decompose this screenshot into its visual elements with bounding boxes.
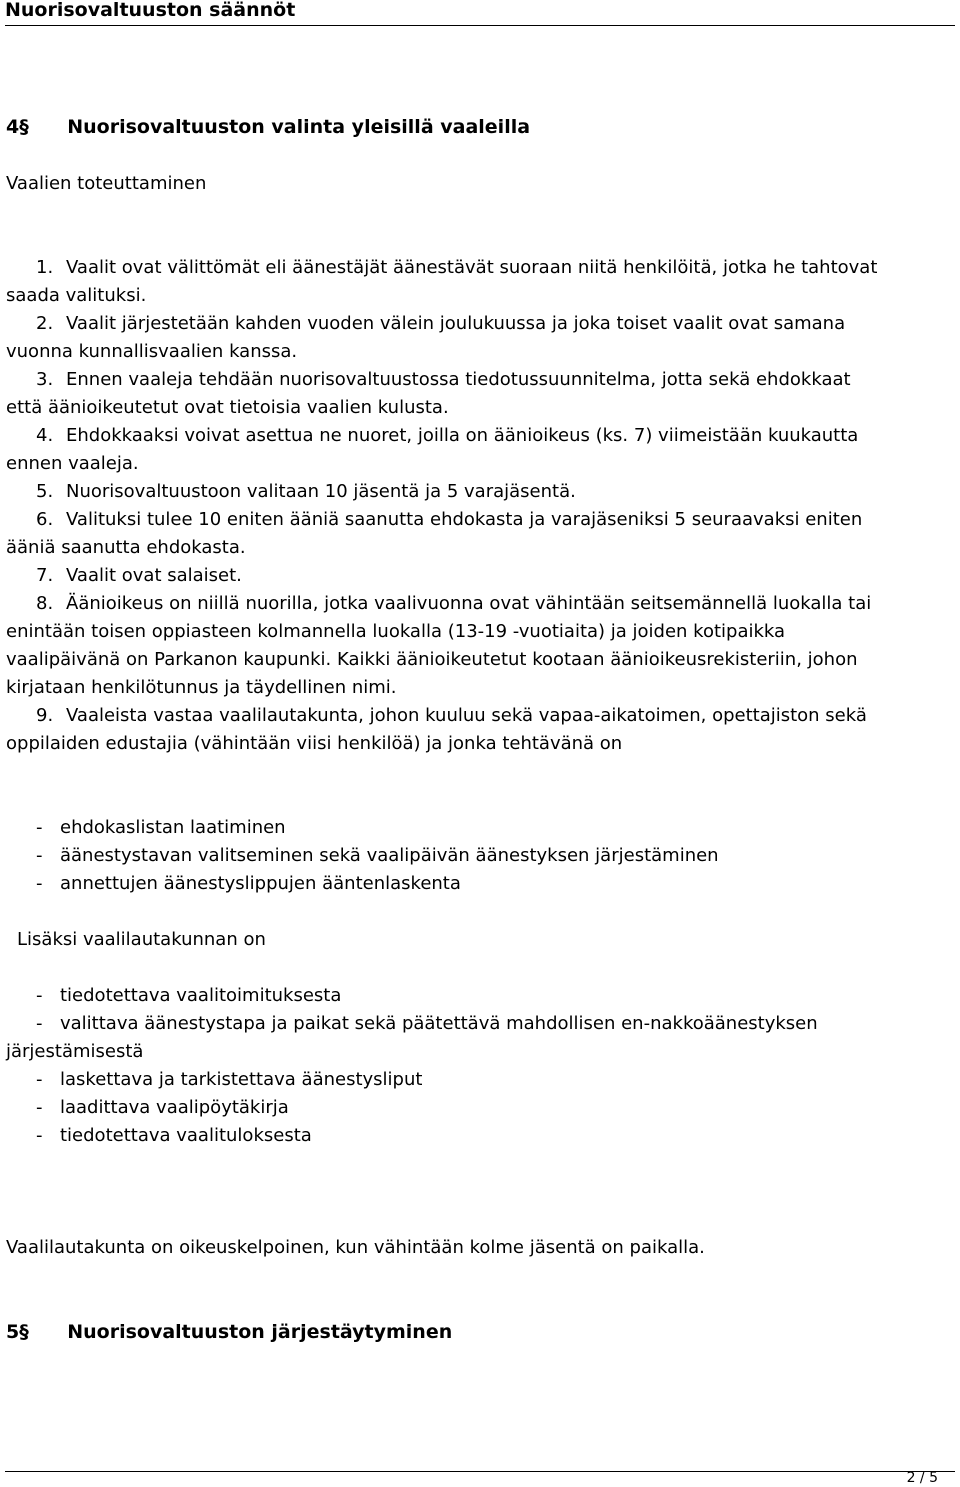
- section-4-heading: [6, 115, 530, 139]
- list-text: Vaaleista vastaa vaalilautakunta, johon kuuluu sekä vapaa-aikatoimen, opettajiston sekä: [66, 705, 867, 726]
- list-number: 3.: [36, 369, 54, 390]
- section-number: 4: [6, 116, 20, 138]
- list-item-6-line-2: ääniä saanutta ehdokasta.: [6, 537, 246, 558]
- task-text: tiedotettava vaalitoimituksesta: [60, 985, 342, 1006]
- list-item-3-line-1: [36, 368, 851, 392]
- dash-bullet: -: [36, 1013, 43, 1034]
- additional-task-2-line-2: järjestämisestä: [6, 1041, 144, 1062]
- additional-task-1: [36, 984, 341, 1008]
- task-text: valittava äänestystapa ja paikat sekä päätettävä mahdollisen en-nakkoäänestyksen: [60, 1013, 818, 1034]
- list-number: 2.: [36, 313, 54, 334]
- document-title: Nuorisovaltuuston säännöt: [5, 0, 296, 21]
- list-number: 4.: [36, 425, 54, 446]
- list-text: Vaalit ovat salaiset.: [66, 565, 242, 586]
- section-title: Nuorisovaltuuston valinta yleisillä vaaleilla: [67, 116, 531, 138]
- list-number: 9.: [36, 705, 54, 726]
- page-header: [0, 0, 960, 26]
- section-sign-glyphs: §: [19, 1321, 29, 1343]
- list-item-8-line-3: vaalipäivänä on Parkanon kaupunki. Kaikki äänioikeutetut kootaan äänioikeusrekisteriin, johon: [6, 649, 858, 670]
- task-item-1: [36, 816, 286, 840]
- list-text: Nuorisovaltuustoon valitaan 10 jäsentä ja 5 varajäsentä.: [66, 481, 576, 502]
- list-text: Vaalit ovat välittömät eli äänestäjät äänestävät suoraan niitä henkilöitä, jotka he tahtovat: [66, 257, 878, 278]
- additionally-label: Lisäksi vaalilautakunnan on: [17, 929, 266, 950]
- dash-bullet: -: [36, 1097, 43, 1118]
- dash-bullet: -: [36, 817, 43, 838]
- list-item-2-line-1: [36, 312, 845, 336]
- list-number: 7.: [36, 565, 54, 586]
- additional-task-2-line-1: [36, 1012, 818, 1036]
- list-item-8-line-1: [36, 592, 871, 616]
- list-item-2-line-2: vuonna kunnallisvaalien kanssa.: [6, 341, 298, 362]
- list-item-8-line-2: enintään toisen oppiasteen kolmannella luokalla (13-19 -vuotiaita) ja joiden kotipaikka: [6, 621, 786, 642]
- task-text: laskettava ja tarkistettava äänestysliput: [60, 1069, 423, 1090]
- list-item-4-line-1: [36, 424, 858, 448]
- list-item-1-line-1: [36, 256, 877, 280]
- task-text: laadittava vaalipöytäkirja: [60, 1097, 289, 1118]
- list-item-8-line-4: kirjataan henkilötunnus ja täydellinen nimi.: [6, 677, 397, 698]
- additional-task-5: [36, 1124, 312, 1148]
- header-divider: [5, 25, 955, 26]
- dash-bullet: -: [36, 873, 43, 894]
- list-item-1-line-2: saada valituksi.: [6, 285, 147, 306]
- dash-bullet: -: [36, 1069, 43, 1090]
- list-item-4-line-2: ennen vaaleja.: [6, 453, 139, 474]
- additional-task-4: [36, 1096, 289, 1120]
- dash-bullet: -: [36, 845, 43, 866]
- section-sign-glyphs: §: [19, 116, 29, 138]
- section-5-heading: [6, 1320, 452, 1344]
- task-text: ehdokaslistan laatiminen: [60, 817, 286, 838]
- list-number: 1.: [36, 257, 54, 278]
- quorum-statement: Vaalilautakunta on oikeuskelpoinen, kun vähintään kolme jäsentä on paikalla.: [6, 1237, 705, 1258]
- list-text: Ehdokkaaksi voivat asettua ne nuoret, joilla on äänioikeus (ks. 7) viimeistään kuukautta: [66, 425, 859, 446]
- list-number: 6.: [36, 509, 54, 530]
- dash-bullet: -: [36, 985, 43, 1006]
- list-text: Vaalit järjestetään kahden vuoden välein joulukuussa ja joka toiset vaalit ovat samana: [66, 313, 846, 334]
- list-item-3-line-2: että äänioikeutetut ovat tietoisia vaalien kulusta.: [6, 397, 449, 418]
- page-number: 2 / 5: [906, 1470, 938, 1486]
- additional-task-3: [36, 1068, 422, 1092]
- task-text: äänestystavan valitseminen sekä vaalipäivän äänestyksen järjestäminen: [60, 845, 719, 866]
- list-item-9-line-1: [36, 704, 867, 728]
- task-text: tiedotettava vaalituloksesta: [60, 1125, 312, 1146]
- subheading: Vaalien toteuttaminen: [6, 173, 207, 194]
- footer-divider: [5, 1471, 955, 1472]
- dash-bullet: -: [36, 1125, 43, 1146]
- list-text: Äänioikeus on niillä nuorilla, jotka vaalivuonna ovat vähintään seitsemännellä luokalla tai: [66, 593, 872, 614]
- list-text: Ennen vaaleja tehdään nuorisovaltuustossa tiedotussuunnitelma, jotta sekä ehdokkaat: [66, 369, 851, 390]
- list-number: 8.: [36, 593, 54, 614]
- task-item-3: [36, 872, 461, 896]
- section-number: 5: [6, 1321, 20, 1343]
- list-item-6-line-1: [36, 508, 862, 532]
- list-item-5-line-1: [36, 480, 576, 504]
- task-item-2: [36, 844, 719, 868]
- list-item-9-line-2: oppilaiden edustajia (vähintään viisi henkilöä) ja jonka tehtävänä on: [6, 733, 623, 754]
- list-text: Valituksi tulee 10 eniten ääniä saanutta ehdokasta ja varajäseniksi 5 seuraavaksi eniten: [66, 509, 863, 530]
- task-text: annettujen äänestyslippujen ääntenlaskenta: [60, 873, 461, 894]
- list-number: 5.: [36, 481, 54, 502]
- list-item-7-line-1: [36, 564, 242, 588]
- section-title: Nuorisovaltuuston järjestäytyminen: [67, 1321, 453, 1343]
